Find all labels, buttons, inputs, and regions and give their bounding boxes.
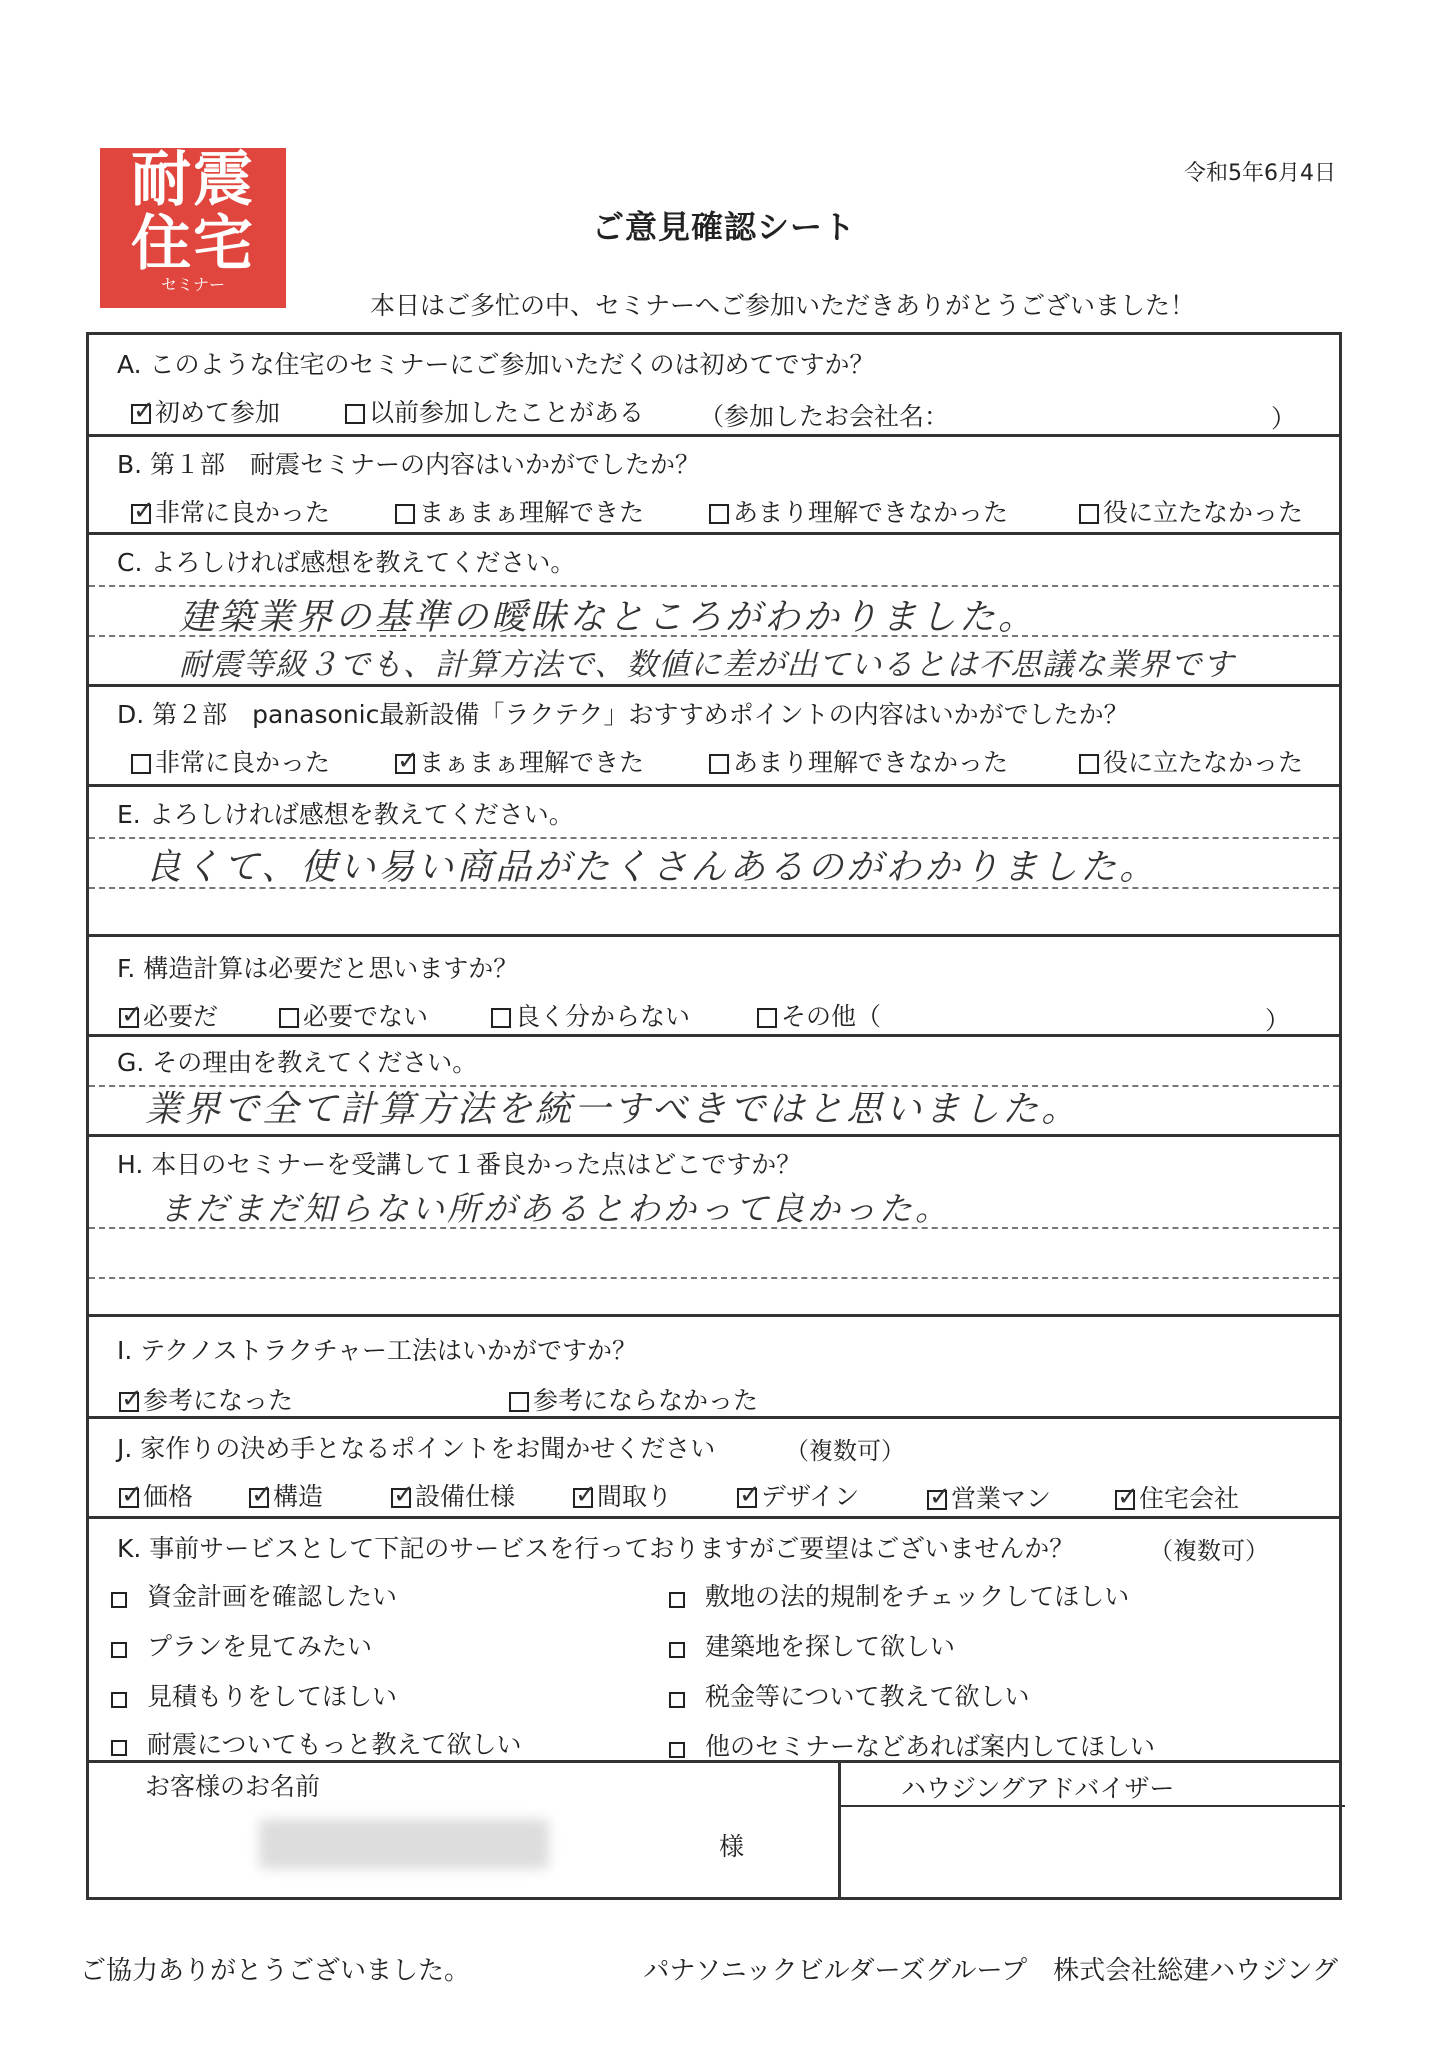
question-g: G. その理由を教えてください。 [117,1048,478,1077]
checkbox[interactable] [757,1008,777,1028]
checkbox[interactable] [111,1692,127,1708]
multi-note: （複数可） [785,1437,905,1465]
question-e: E. よろしければ感想を教えてください。 [117,800,574,829]
checkbox[interactable] [709,504,729,524]
company-label: （参加したお会社名： [699,402,950,431]
multi-note: （複数可） [1149,1537,1269,1565]
question-i: I. テクノストラクチャー工法はいかがですか？ [117,1336,638,1365]
checkbox[interactable] [279,1008,299,1028]
checkbox[interactable] [669,1742,685,1758]
checkbox-checked[interactable] [119,1008,139,1028]
checkbox-checked[interactable] [395,754,415,774]
section-h [89,1137,1339,1317]
section-j [89,1419,1339,1519]
date: 令和5年6月4日 [1184,161,1336,186]
checkbox[interactable] [111,1592,127,1608]
option-d-2[interactable]: ✓ まぁまぁ理解できた [395,743,644,779]
option-d-1[interactable]: 非常に良かった [131,743,330,779]
option-f-4[interactable]: その他（ [757,997,881,1033]
option-k-left-4[interactable]: 耐震についてもっと教えて欲しい [111,1725,522,1761]
checkbox-checked[interactable] [131,504,151,524]
option-k-left-1[interactable]: 資金計画を確認したい [111,1577,397,1613]
section-b [89,437,1339,535]
checkbox[interactable] [1079,504,1099,524]
question-f: F. 構造計算は必要だと思いますか？ [117,954,519,983]
question-d: D. 第２部 panasonic最新設備「ラクテク」おすすめポイントの内容はいかがでしたか？ [117,700,1129,729]
option-j-1[interactable]: ✓価格 [119,1477,193,1513]
checkbox[interactable] [491,1008,511,1028]
checkbox[interactable] [669,1692,685,1708]
section-f [89,937,1339,1037]
option-f-3[interactable]: 良く分からない [491,997,690,1033]
question-k: K. 事前サービスとして下記のサービスを行っておりますがご要望はございませんか？ [117,1534,1075,1563]
name-suffix: 様 [719,1832,745,1861]
logo-line1: 耐震 [131,145,255,215]
checkbox[interactable] [669,1592,685,1608]
question-a: A. このような住宅のセミナーにご参加いただくのは初めてですか？ [117,350,875,379]
answer-e-1: 良くて、使い易い商品がたくさんあるのがわかりました。 [145,847,1159,888]
redacted-name [259,1819,549,1869]
checkbox-checked[interactable] [391,1488,411,1508]
section-e [89,787,1339,937]
option-k-right-1[interactable]: 敷地の法的規制をチェックしてほしい [669,1577,1129,1613]
checkbox[interactable] [395,504,415,524]
checkbox-checked[interactable] [573,1488,593,1508]
option-b-4[interactable]: 役に立たなかった [1079,493,1303,529]
answer-line [89,635,1339,637]
checkbox[interactable] [345,404,365,424]
checkbox-checked[interactable] [119,1488,139,1508]
question-c: C. よろしければ感想を教えてください。 [117,548,576,577]
logo-sub: セミナー [160,275,225,294]
option-a-previous[interactable]: 以前参加したことがある [345,393,644,429]
logo-line2: 住宅 [131,209,255,279]
checkbox[interactable] [669,1642,685,1658]
advisor-label: ハウジングアドバイザー [901,1774,1175,1803]
option-i-2[interactable]: 参考にならなかった [509,1381,758,1417]
close-paren: ） [1265,1006,1291,1035]
advisor-header [841,1763,1345,1807]
checkbox-checked[interactable] [737,1488,757,1508]
footer-company: パナソニックビルダーズグループ 株式会社総建ハウジング [643,1956,1338,1986]
answer-line [89,887,1339,889]
customer-name-cell [89,1763,841,1897]
checkbox-checked[interactable] [249,1488,269,1508]
option-i-1[interactable]: ✓参考になった [119,1381,293,1417]
option-f-2[interactable]: 必要でない [279,997,428,1033]
checkbox[interactable] [111,1642,127,1658]
question-j: J. 家作りの決め手となるポイントをお聞かせください [117,1434,716,1463]
checkbox-checked[interactable] [131,404,151,424]
option-j-6[interactable]: ✓ 営業マン [927,1479,1051,1515]
answer-line [89,1277,1339,1279]
section-i [89,1317,1339,1419]
answer-c-2: 耐震等級３でも、計算方法で、数値に差が出ているとは不思議な業界です [179,647,1235,683]
survey-form [86,332,1342,1900]
section-d [89,687,1339,787]
option-k-left-3[interactable]: 見積もりをしてほしい [111,1677,397,1713]
section-c [89,535,1339,687]
option-j-4[interactable]: ✓ 間取り [573,1477,672,1513]
answer-c-1: 建築業界の基準の曖昧なところがわかりました。 [179,597,1038,638]
option-b-3[interactable]: あまり理解できなかった [709,493,1008,529]
section-a [89,335,1339,437]
checkbox[interactable] [509,1392,529,1412]
option-j-7[interactable]: ✓ 住宅会社 [1115,1479,1239,1515]
question-h: H. 本日のセミナーを受講して１番良かった点はどこですか？ [117,1150,802,1179]
option-a-first[interactable]: ✓初めて参加 [131,393,280,429]
section-name [89,1763,1339,1897]
checkbox[interactable] [709,754,729,774]
page-title: ご意見確認シート [591,208,856,246]
option-d-3[interactable]: あまり理解できなかった [709,743,1008,779]
footer-thanks: ご協力ありがとうございました。 [80,1956,471,1986]
option-b-1[interactable]: ✓非常に良かった [131,493,330,529]
option-k-right-2[interactable]: 建築地を探して欲しい [669,1627,955,1663]
option-j-2[interactable]: ✓ 構造 [249,1477,323,1513]
checkbox[interactable] [111,1740,127,1756]
checkbox-checked[interactable] [119,1392,139,1412]
section-g [89,1037,1339,1137]
question-b: B. 第１部 耐震セミナーの内容はいかがでしたか？ [117,450,701,479]
option-b-2[interactable]: まぁまぁ理解できた [395,493,644,529]
option-k-right-4[interactable]: 他のセミナーなどあれば案内してほしい [669,1727,1155,1763]
checkbox-checked[interactable] [927,1490,947,1510]
answer-line [89,585,1339,587]
option-k-left-2[interactable]: プランを見てみたい [111,1627,372,1663]
customer-name-label: お客様のお名前 [145,1772,321,1801]
option-j-3[interactable]: ✓ 設備仕様 [391,1477,515,1513]
section-k [89,1519,1339,1763]
checkbox[interactable] [1079,754,1099,774]
option-j-5[interactable]: ✓ デザイン [737,1477,859,1513]
close-paren: ） [1271,404,1297,433]
option-d-4[interactable]: 役に立たなかった [1079,743,1303,779]
checkbox-checked[interactable] [1115,1490,1135,1510]
answer-h-1: まだまだ知らない所があるとわかって良かった。 [159,1189,951,1228]
checkbox[interactable] [131,754,151,774]
greeting: 本日はご多忙の中、セミナーへご参加いただきありがとうございました！ [370,291,1196,320]
option-f-1[interactable]: ✓必要だ [119,997,218,1033]
answer-g-1: 業界で全て計算方法を統一すべきではと思いました。 [145,1089,1081,1130]
option-k-right-3[interactable]: 税金等について教えて欲しい [669,1677,1030,1713]
